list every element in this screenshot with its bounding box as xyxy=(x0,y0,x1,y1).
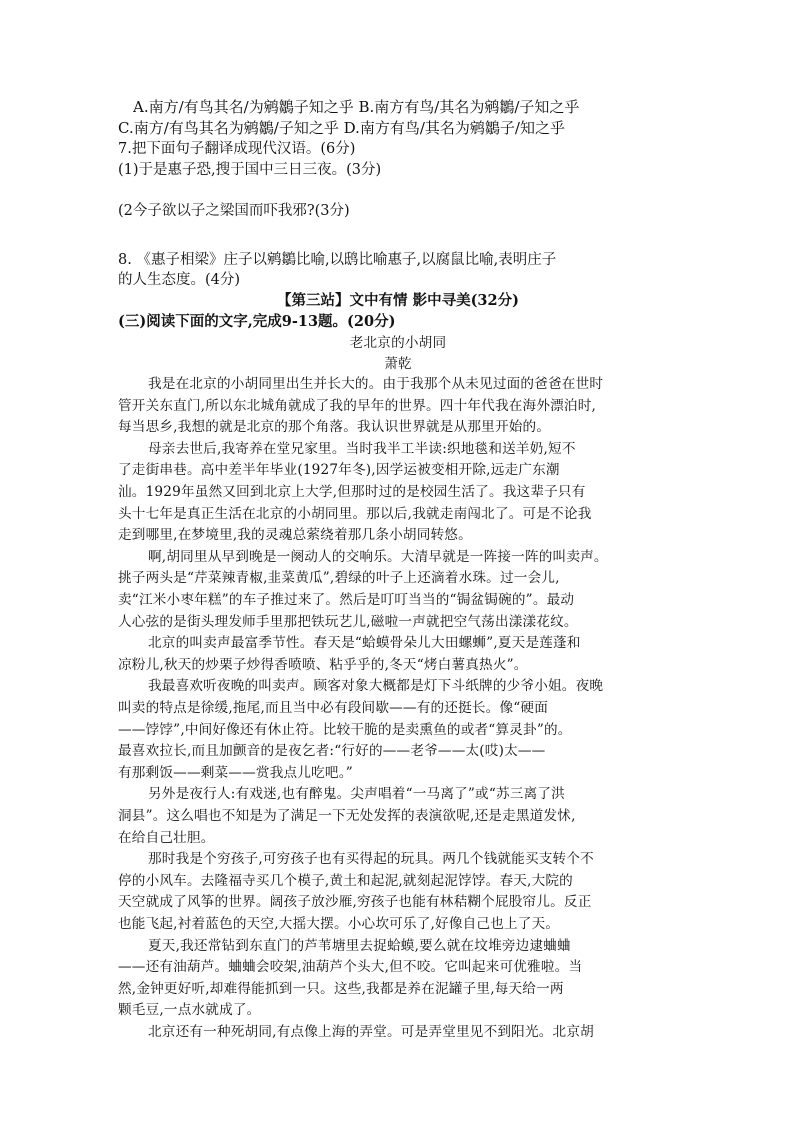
article-line: 那时我是个穷孩子,可穷孩子也有买得起的玩具。两几个钱就能买支转个不 xyxy=(148,851,594,868)
article-line: 挑子两头是“芹菜辣青椒,韭菜黄瓜”,碧绿的叶子上还滴着水珠。过一会儿, xyxy=(118,570,560,587)
article-line: 了走街串巷。高中差半年毕业(1927年冬),因学运被变相开除,远走广东潮 xyxy=(118,462,560,479)
article-line: ——饽饽”,中间好像还有休止符。比较干脆的是卖熏鱼的或者“算灵卦”的。 xyxy=(118,721,572,738)
article-line: 颗毛豆,一点水就成了。 xyxy=(118,1002,261,1019)
article-line: 北京还有一种死胡同,有点像上海的弄堂。可是弄堂里见不到阳光。北京胡 xyxy=(148,1024,594,1040)
question7-title: 7.把下面句子翻译成现代汉语。(6分) xyxy=(118,141,356,157)
article-line: 走到哪里,在梦境里,我的灵魂总萦绕着那几条小胡同转悠。 xyxy=(118,527,472,544)
question8-line2: 的人生态度。(4分) xyxy=(118,272,241,288)
article-line: ——还有油葫芦。蛐蛐会咬架,油葫芦个头大,但不咬。它叫起来可优雅啦。当 xyxy=(118,959,583,976)
section3-instruction: (三)阅读下面的文字,完成9-13题。(20分) xyxy=(118,313,396,330)
article-line: 北京的叫卖声最富季节性。春天是“蛤蟆骨朵儿大田螺蛳”,夏天是莲蓬和 xyxy=(148,635,581,652)
article-line: 管开关东直门,所以东北城角就成了我的早年的世界。四十年代我在海外漂泊时, xyxy=(118,397,597,414)
article-line: 汕。1929年虽然又回到北京上大学,但那时过的是校园生活了。我这辈子只有 xyxy=(118,484,586,500)
article-line: 也能飞起,衬着蓝色的天空,大摇大摆。小心坎可乐了,好像自己也上了天。 xyxy=(118,916,560,932)
article-line: 最喜欢拉长,而且加颤音的是夜乞者:“行好的——老爷——太(哎)太—— xyxy=(118,743,546,760)
article-line: 凉粉儿,秋天的炒栗子炒得香喷喷、粘乎乎的,冬天“烤白薯真热火”。 xyxy=(118,656,528,673)
article-line: 我是在北京的小胡同里出生并长大的。由于我那个从未见过面的爸爸在世时 xyxy=(148,376,604,392)
question8-line1: 8. 《惠子相梁》庄子以鹓鶵比喻,以鸱比喻惠子,以腐鼠比喻,表明庄子 xyxy=(118,252,557,268)
question6-option-cd: C.南方/有鸟其名为鹓鶵/子知之乎 D.南方有鸟/其名为鹓鶵子/知之乎 xyxy=(118,119,565,137)
article-line: 母亲去世后,我寄养在堂兄家里。当时我半工半读:织地毯和送羊奶,短不 xyxy=(148,440,576,457)
article-line: 我最喜欢听夜晚的叫卖声。顾客对象大概都是灯下斗纸牌的少爷小姐。夜晚 xyxy=(148,678,604,695)
question6-option-ab: A.南方/有鸟其名/为鹓鶵子知之乎 B.南方有鸟/其名为鹓鶵/子知之乎 xyxy=(133,98,580,116)
article-line: 卖“江米小枣年糕”的车子推过来了。然后是叮叮当当的“锔盆锔碗的”。最动 xyxy=(118,592,575,608)
article-line: 有那剩饭——剩菜——赏我点儿吃吧。” xyxy=(118,764,353,781)
article-author: 萧乾 xyxy=(384,356,412,372)
question7-sub2: (2今子欲以子之梁国而吓我邪?(3分) xyxy=(118,203,350,219)
article-line: 头十七年是真正生活在北京的小胡同里。那以后,我就走南闯北了。可是不论我 xyxy=(118,505,592,522)
article-line: 在给自己壮胆。 xyxy=(118,829,215,846)
article-line: 夏天,我还常钻到东直门的芦苇塘里去捉蛤蟆,要么就在坟堆旁边逮蛐蛐 xyxy=(148,937,571,954)
article-line: 停的小风车。去隆福寺买几个模子,黄土和起泥,就刻起泥饽饽。春天,大院的 xyxy=(118,872,573,889)
article-line: 每当思乡,我想的就是北京的那个角落。我认识世界就是从那里开始的。 xyxy=(118,419,551,436)
question7-sub1: (1)于是惠子恐,搜于国中三日三夜。(3分) xyxy=(118,162,382,178)
article-line: 啊,胡同里从早到晚是一阕动人的交响乐。大清早就是一阵接一阵的叫卖声。 xyxy=(148,548,608,565)
article-line: 叫卖的特点是徐缓,拖尾,而且当中必有段间歇——有的还挺长。像“硬面 xyxy=(118,700,549,716)
article-line: 天空就成了风筝的世界。阔孩子放沙雁,穷孩子也能有林秸糊个屁股帘儿。反正 xyxy=(118,894,592,911)
section3-title: 【第三站】文中有情 影中寻美(32分) xyxy=(277,292,519,309)
article-title: 老北京的小胡同 xyxy=(349,335,447,351)
article-line: 另外是夜行人:有戏迷,也有醉鬼。尖声唱着“一马离了”或“苏三离了洪 xyxy=(148,786,565,803)
article-line: 人心弦的是街头理发师手里那把铁玩艺儿,磁啦一声就把空气荡出漾漾花纹。 xyxy=(118,613,578,630)
article-line: 洞县”。这么唱也不知是为了满足一下无处发挥的表演欲呢,还是走黑道发怵, xyxy=(118,808,576,824)
article-line: 然,金钟更好听,却难得能抓到一只。这些,我都是养在泥罐子里,每天给一两 xyxy=(118,980,564,997)
